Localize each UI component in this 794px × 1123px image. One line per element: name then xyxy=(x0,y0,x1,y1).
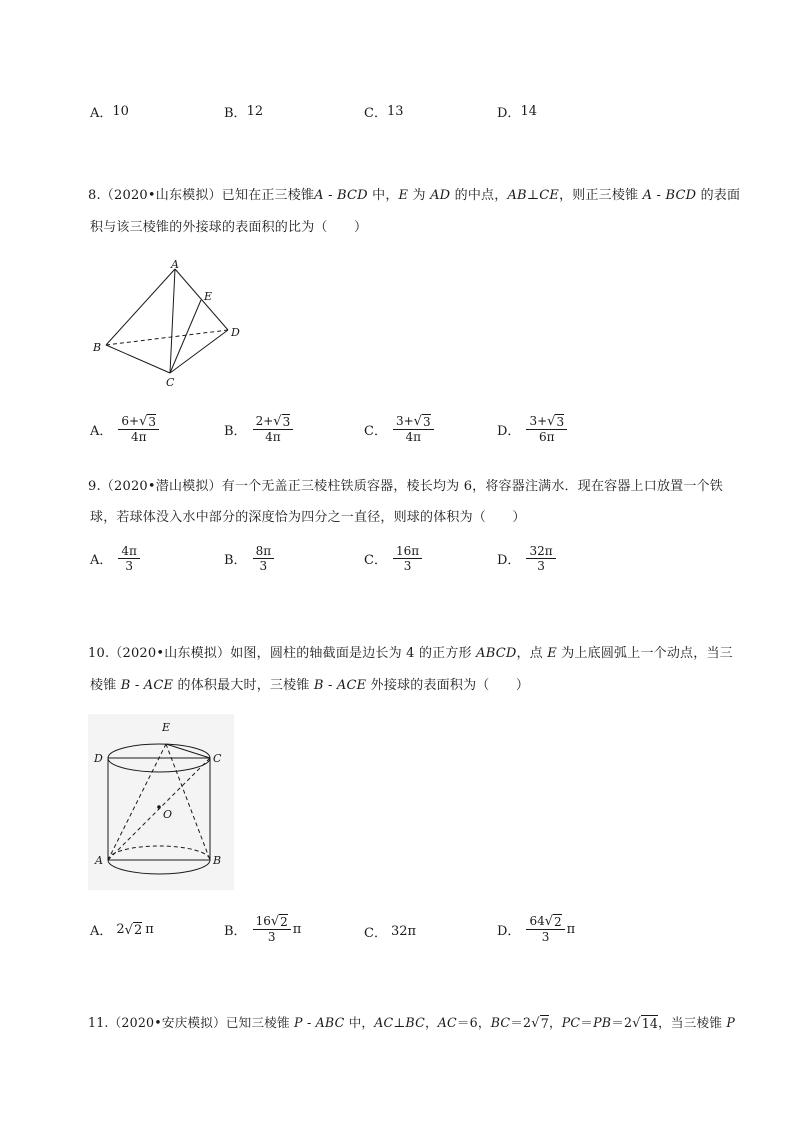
q10-option-b xyxy=(224,914,301,944)
sqrt xyxy=(271,914,288,929)
fraction xyxy=(253,914,291,944)
var: BC xyxy=(490,1015,511,1030)
radical-sign: √ xyxy=(632,1016,641,1031)
var: BCD xyxy=(337,188,368,203)
text: ＝6， xyxy=(456,1015,491,1030)
radicand: 3 xyxy=(148,415,157,429)
text: ⊥ xyxy=(526,188,540,203)
text: 中， xyxy=(344,1015,375,1030)
edge-ad xyxy=(175,269,228,330)
denominator: 3 xyxy=(259,559,268,573)
label-o: O xyxy=(163,808,173,821)
option-value: 13 xyxy=(386,104,404,119)
radicand: 2 xyxy=(133,922,143,938)
text: 11.（2020•安庆模拟）已知三棱锥 xyxy=(88,1015,295,1030)
option-letter: C． xyxy=(364,553,387,568)
text: ＝2 xyxy=(510,1015,532,1030)
text: 外接球的表面积为（ ） xyxy=(366,678,530,693)
numerator xyxy=(393,414,434,430)
fraction xyxy=(526,914,564,944)
var: E xyxy=(398,188,409,203)
option-letter: A． xyxy=(90,106,113,121)
denominator: 3 xyxy=(541,930,550,944)
text: ⊥ xyxy=(393,1015,406,1030)
numerator xyxy=(118,414,159,430)
label-a: A xyxy=(171,258,179,271)
q11-stem-line1 xyxy=(88,1012,735,1031)
var: ABC xyxy=(315,1015,345,1030)
sqrt xyxy=(632,1015,658,1031)
sqrt xyxy=(414,414,431,429)
fraction xyxy=(118,544,140,573)
q10-option-c xyxy=(364,922,416,941)
radicand: 2 xyxy=(280,915,288,929)
denominator: 3 xyxy=(537,559,545,573)
numerator: 8π xyxy=(253,544,275,559)
label-e: E xyxy=(204,290,213,303)
fraction xyxy=(253,414,294,444)
numerator: 16π xyxy=(393,544,422,559)
var: BC xyxy=(405,1015,425,1030)
radical-sign: √ xyxy=(547,414,556,429)
q9-option-a xyxy=(90,544,142,573)
option-letter: C． xyxy=(364,106,387,121)
q9-stem-line1: 9.（2020•潜山模拟）有一个无盖正三棱柱铁质容器，棱长均为 6，将容器注满水．现在容器上口放置一个铁 xyxy=(88,479,723,494)
numerator xyxy=(526,414,567,430)
var: CE xyxy=(539,188,560,203)
text: ，当三棱锥 xyxy=(658,1015,727,1030)
q7-option-c xyxy=(364,102,404,121)
text: 的中点， xyxy=(450,188,508,203)
q10-stem-line2 xyxy=(90,674,529,693)
radical-sign: √ xyxy=(544,914,554,929)
option-letter: B． xyxy=(224,106,247,121)
var: AD xyxy=(430,188,451,203)
option-value: 32π xyxy=(390,924,417,939)
pi: π xyxy=(292,921,302,937)
edge-ac xyxy=(170,269,175,373)
denominator: 3 xyxy=(403,559,412,573)
q8-stem-line1 xyxy=(88,184,740,203)
denominator: 4π xyxy=(130,430,147,444)
option-letter: C． xyxy=(364,926,387,941)
var: PC xyxy=(561,1015,581,1030)
option-value: 14 xyxy=(520,104,537,119)
radical-sign: √ xyxy=(139,414,148,429)
radicand: 3 xyxy=(422,415,431,429)
var: ACE xyxy=(143,678,174,693)
q10-option-a xyxy=(90,920,154,939)
q9-option-c xyxy=(364,544,424,573)
sqrt xyxy=(545,914,562,929)
text: - xyxy=(130,678,144,693)
text: ，点 xyxy=(516,646,548,661)
var: AC xyxy=(374,1015,394,1030)
radical-sign: √ xyxy=(531,1016,540,1031)
edge-bc xyxy=(106,345,170,373)
radical-sign: √ xyxy=(270,914,280,929)
option-letter: B． xyxy=(224,553,247,568)
radicand: 7 xyxy=(540,1016,549,1031)
text: 2+ xyxy=(255,414,274,428)
edge-ab xyxy=(106,269,175,345)
option-letter: A． xyxy=(90,423,113,439)
var: AB xyxy=(507,188,527,203)
radicand: 3 xyxy=(556,415,565,429)
var: A xyxy=(314,188,324,203)
sqrt xyxy=(531,1015,549,1031)
fraction xyxy=(393,414,434,444)
text: - xyxy=(323,188,338,203)
option-letter: A． xyxy=(90,553,113,568)
edge-bd-hidden xyxy=(106,330,228,345)
text: 中， xyxy=(367,188,399,203)
var: PB xyxy=(593,1015,612,1030)
q7-option-d xyxy=(497,102,537,121)
text: 3+ xyxy=(395,414,414,428)
coefficient: 2 xyxy=(116,922,125,937)
q8-option-d xyxy=(497,414,569,444)
sqrt xyxy=(547,414,564,429)
text: ＝2 xyxy=(611,1015,633,1030)
var: P xyxy=(726,1015,736,1030)
pi: π xyxy=(145,922,154,937)
q10-cylinder-figure xyxy=(88,714,234,890)
denominator: 4π xyxy=(265,430,281,444)
option-value: 12 xyxy=(246,104,264,119)
label-d: D xyxy=(94,752,103,765)
radicand: 3 xyxy=(282,415,291,429)
option-letter: C． xyxy=(364,423,387,439)
q8-option-b xyxy=(224,414,295,444)
q8-tetrahedron-figure xyxy=(88,258,248,390)
coefficient: 64 xyxy=(529,914,545,928)
q8-option-a xyxy=(90,414,161,444)
q7-option-b xyxy=(224,102,263,121)
var: ABCD xyxy=(476,646,517,661)
var: A xyxy=(642,188,653,203)
denominator: 4π xyxy=(405,430,422,444)
sqrt xyxy=(273,414,290,429)
label-c: C xyxy=(213,752,222,765)
q8-stem-line2: 积与该三棱锥的外接球的表面积的比为（ ） xyxy=(90,220,368,235)
fraction xyxy=(526,544,555,573)
label-a: A xyxy=(95,854,103,867)
numerator: 4π xyxy=(118,544,140,559)
text: 8.（2020•山东模拟）已知在正三棱锥 xyxy=(88,188,315,203)
text: ， xyxy=(548,1015,562,1030)
q7-option-a xyxy=(90,102,129,121)
fraction xyxy=(253,544,275,573)
radical-sign: √ xyxy=(124,922,133,938)
var: BCD xyxy=(665,188,697,203)
numerator xyxy=(526,914,564,930)
text: 10.（2020•山东模拟）如图，圆柱的轴截面是边长为 4 的正方形 xyxy=(88,646,477,661)
text: ， xyxy=(424,1015,438,1030)
text: 为上底圆弧上一个动点，当三 xyxy=(556,646,733,661)
var: ACE xyxy=(336,678,367,693)
label-e: E xyxy=(162,721,171,734)
denominator: 3 xyxy=(267,930,276,944)
pi: π xyxy=(566,921,576,937)
q9-stem-line2: 球，若球体没入水中部分的深度恰为四分之一直径，则球的体积为（ ） xyxy=(90,510,526,525)
q9-option-d xyxy=(497,544,558,573)
radical-sign: √ xyxy=(273,414,282,429)
var: E xyxy=(547,646,557,661)
option-letter: D． xyxy=(497,553,521,568)
coefficient: 16 xyxy=(255,914,271,928)
option-value: 10 xyxy=(112,104,129,119)
label-d: D xyxy=(231,326,240,339)
text: 的表面 xyxy=(696,188,741,203)
fraction xyxy=(393,544,422,573)
var: B xyxy=(313,678,324,693)
text: - xyxy=(323,678,337,693)
denominator: 3 xyxy=(125,559,133,573)
numerator xyxy=(253,414,294,430)
q10-stem-line1 xyxy=(88,642,733,661)
option-letter: D． xyxy=(497,423,521,439)
numerator xyxy=(253,914,291,930)
fraction xyxy=(526,414,567,444)
var: B xyxy=(120,678,131,693)
sqrt xyxy=(139,414,156,429)
label-b: B xyxy=(93,341,102,354)
text: 的体积最大时，三棱锥 xyxy=(173,678,314,693)
q8-option-c xyxy=(364,414,436,444)
text: ，则正三棱锥 xyxy=(559,188,643,203)
var: P xyxy=(294,1015,303,1030)
q9-option-b xyxy=(224,544,276,573)
text: 棱锥 xyxy=(90,678,121,693)
text: ＝ xyxy=(580,1015,594,1030)
label-b: B xyxy=(213,854,222,867)
text: 为 xyxy=(408,188,431,203)
option-letter: D． xyxy=(497,106,521,121)
numerator: 32π xyxy=(526,544,555,559)
var: AC xyxy=(437,1015,457,1030)
fraction xyxy=(118,414,159,444)
option-letter: A． xyxy=(90,924,113,939)
radical-sign: √ xyxy=(413,414,422,429)
denominator: 6π xyxy=(538,430,555,444)
option-letter: D． xyxy=(497,923,521,939)
radicand: 2 xyxy=(554,915,562,929)
option-letter: B． xyxy=(224,423,247,439)
text: - xyxy=(652,188,666,203)
text: - xyxy=(302,1015,316,1030)
text: 3+ xyxy=(529,414,548,428)
radicand: 14 xyxy=(641,1016,659,1031)
center-point-o xyxy=(157,805,161,809)
label-c: C xyxy=(166,376,175,389)
q10-option-d xyxy=(497,914,575,944)
option-letter: B． xyxy=(224,923,247,939)
text: 6+ xyxy=(121,414,140,428)
sqrt xyxy=(125,922,143,938)
